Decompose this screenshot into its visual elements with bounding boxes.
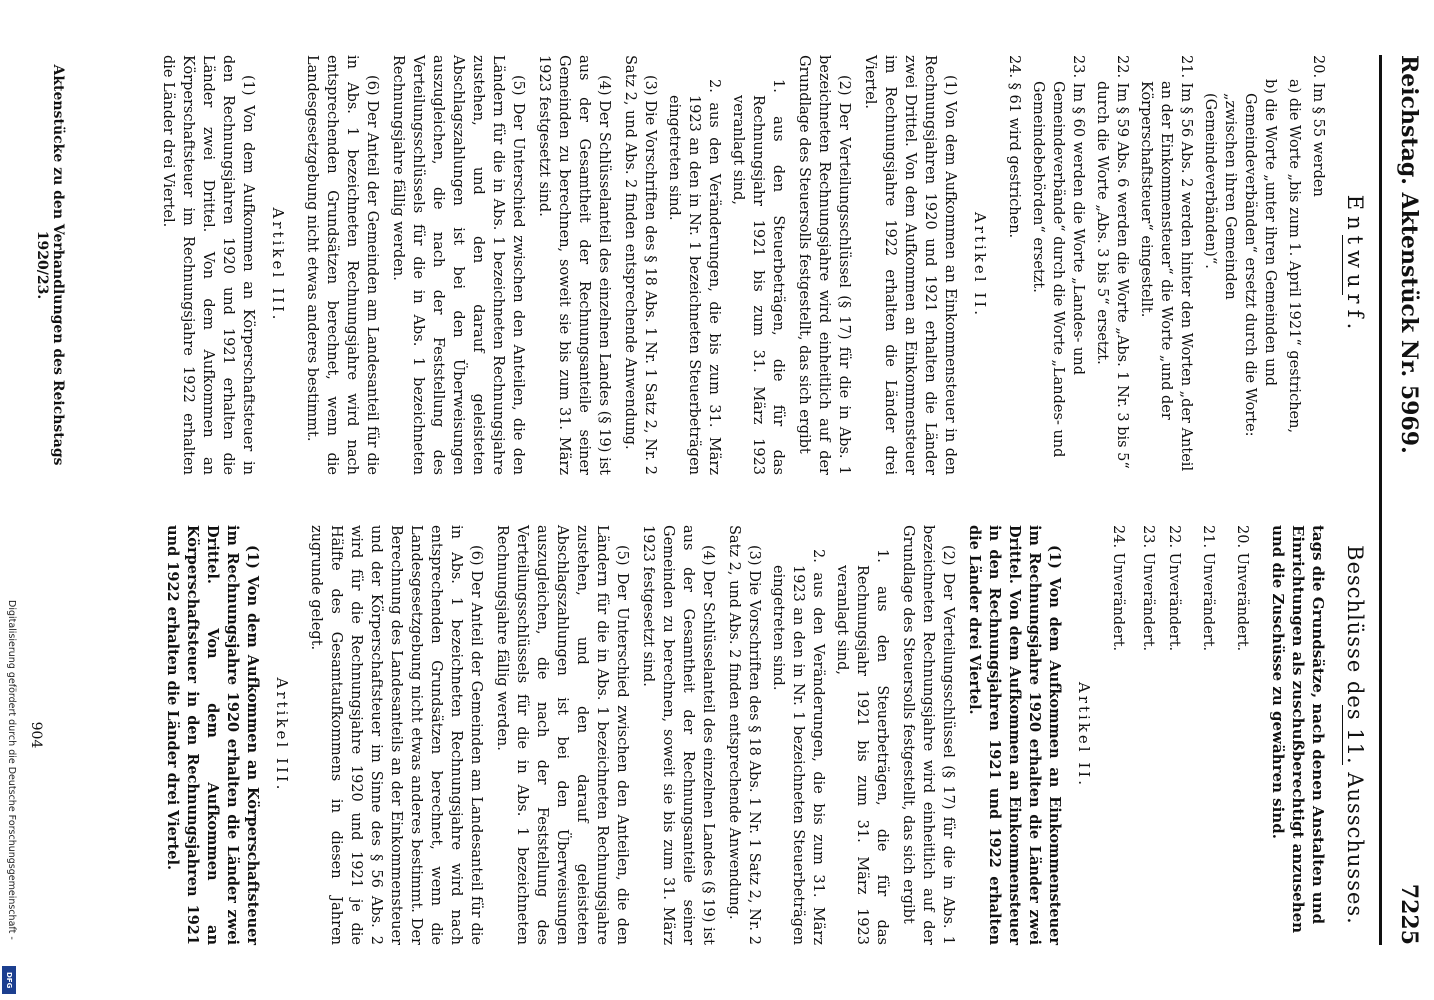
header-rule: [1379, 55, 1382, 945]
draft-article-3-heading: Artikel III.: [269, 207, 287, 323]
draft-footer-note: Aktenstücke zu den Verhandlungen des Reichstags 1920/23.: [34, 64, 66, 466]
resolutions-intro: tags die Grundsätze, nach denen Anstalten und Einrichtungen als zuschußberechtigt anzusehen und die Zuschüsse zu gewähren sind.: [1269, 525, 1327, 934]
resolutions-article-3-heading: Artikel III.: [273, 677, 291, 793]
draft-article-2-para-5: (5) Der Unterschied zwischen den Anteilen, die den Ländern für die in Abs. 1 bezeichneten Rechnungsjahre zustehen, und den darauf geleisteten Abschlagszahlungen ist bei den Überweisungen auszugleichen, die nach der Feststellung des Verteilungsschlüssels für die in Abs. 1 bezeichneten Rechnungsjahre fällig werden.: [390, 55, 526, 475]
draft-item-20b: b) die Worte „unter ihren Gemeinden und Gemeindeverbänden“ ersetzt durch die Worte: „zwischen ihren Gemeinden (Gemeindeverbänden)“.: [1202, 79, 1278, 437]
draft-article-2-para-4: (4) Der Schlüsselanteil des einzelnen Landes (§ 19) ist aus der Gesamtheit der Rechnungsanteile seiner Gemeinden zu berechnen, soweit sie bis zum 31. März 1923 festgesetzt sind.: [536, 55, 612, 475]
draft-item-20a: a) die Worte „bis zum 1. April 1921“ gestrichen,: [1286, 79, 1302, 434]
resolutions-article-3-para-1: (1) Von dem Aufkommen an Körperschaftsteuer im Rechnungsjahre 1920 erhalten die Länder zwei Drittel. Von dem Aufkommen an Körperschaftsteuer in den Rechnungsjahren 1921 und 1922 erhalten die Länder drei Viertel.: [164, 525, 261, 945]
draft-article-2-list-2: 2. aus den Veränderungen, die bis zum 31. März 1923 an den in Nr. 1 bezeichneten Steuerbeträgen eingetreten sind.: [666, 79, 722, 475]
resolution-item-24: 24. Unverändert.: [1110, 525, 1126, 652]
resolutions-article-2-para-4: (4) Der Schlüsselanteil des einzelnen Landes (§ 19) ist aus der Gesamtheit der Rechnungsanteile seiner Gemeinden zu berechnen, soweit sie bis zum 31. März 1923 festgesetzt sind.: [640, 525, 716, 945]
header-title: Reichstag. Aktenstück Nr. 5969.: [1396, 55, 1422, 454]
resolution-item-21: 21. Unverändert.: [1200, 525, 1216, 652]
draft-item-21: 21. Im § 56 Abs. 2 werden hinter den Worten „der Anteil an der Einkommensteuer“ die Worte „und der Körperschaftsteuer“ eingestellt.: [1138, 55, 1194, 472]
resolutions-title: Beschlüsse des 11. Ausschusses.: [1343, 545, 1367, 925]
draft-column: [152, 55, 1369, 475]
draft-article-2-para-2: (2) Der Verteilungsschlüssel (§ 17) für die in Abs. 1 bezeichneten Rechnungsjahre wird einheitlich auf der Grundlage des Steuersolls festgestellt, das sich ergibt: [796, 55, 852, 475]
draft-article-2-para-3: (3) Die Vorschriften des § 18 Abs. 1 Nr. 1 Satz 2, Nr. 2 Satz 2, und Abs. 2 finden entsprechende Anwendung.: [622, 55, 658, 475]
resolutions-article-2-para-5: (5) Der Unterschied zwischen den Anteilen, die den Ländern für die in Abs. 1 bezeichneten Rechnungsjahre zustehen, und den darauf geleisteten Abschlagszahlungen ist bei den Überweisungen auszugleichen, die nach der Feststellung des Verteilungsschlüssels für die in Abs. 1 bezeichneten Rechnungsjahre fällig werden.: [494, 525, 630, 945]
draft-title: Entwurf.: [1343, 194, 1367, 336]
resolution-item-23: 23. Unverändert.: [1140, 525, 1156, 652]
draft-article-2-heading: Artikel II.: [971, 212, 989, 318]
draft-item-22: 22. Im § 59 Abs. 6 werden die Worte „Abs. 1 Nr. 3 bis 5“ durch die Worte „Abs. 3 bis 5“ ersetzt.: [1094, 55, 1130, 469]
draft-item-23: 23. Im § 60 werden die Worte „Landes- und Gemeindeverbände“ durch die Worte „Landes- und Gemeindebehörden“ ersetzt.: [1030, 55, 1086, 458]
resolutions-article-2-list-1: 1. aus den Steuerbeträgen, die für das Rechnungsjahr 1921 bis zum 31. März 1923 veranlagt sind,: [834, 549, 890, 945]
draft-item-24: 24. § 61 wird gestrichen.: [1006, 55, 1022, 239]
header-page-number: 7225: [1396, 883, 1422, 945]
resolution-item-20: 20. Unverändert.: [1234, 525, 1250, 652]
resolutions-article-2-list-2: 2. aus den Veränderungen, die bis zum 31. März 1923 an den in Nr. 1 bezeichneten Steuerbeträgen eingetreten sind.: [770, 549, 826, 945]
draft-article-2-para-6: (6) Der Anteil der Gemeinden am Landesanteil für die in Abs. 1 bezeichneten Rechnungsjahre wird nach entsprechenden Grundsätzen berechnet, wenn die Landesgesetzgebung nicht etwas anderes bestimmt.: [304, 55, 380, 475]
digitization-credit-text: Digitalisierung gefördert durch die Deutsche Forschungsgemeinschaft -: [6, 600, 17, 940]
draft-article-2-list-1: 1. aus den Steuerbeträgen, die für das Rechnungsjahr 1921 bis zum 31. März 1923 veranlagt sind,: [730, 79, 786, 475]
resolutions-article-2-para-2: (2) Der Verteilungsschlüssel (§ 17) für die in Abs. 1 bezeichneten Rechnungsjahre wird einheitlich auf der Grundlage des Steuersolls festgestellt, das sich ergibt: [900, 525, 956, 945]
resolutions-article-2-heading: Artikel II.: [1075, 682, 1093, 788]
draft-article-3-para-1: (1) Von dem Aufkommen an Körperschaftsteuer in den Rechnungsjahren 1920 und 1921 erhalten die Länder zwei Drittel. Von dem Aufkommen an Körperschaftsteuer im Rechnungsjahre 1922 erhalten die Länder drei Viertel.: [160, 55, 256, 475]
resolutions-article-2-para-1: (1) Von dem Aufkommen an Einkommensteuer im Rechnungsjahre 1920 erhalten die Länder zwei Drittel. Von dem Aufkommen an Einkommensteuer in den Rechnungsjahren 1921 und 1922 erhalten die Länder drei Viertel.: [966, 525, 1063, 945]
resolutions-column: [156, 525, 1369, 945]
resolutions-article-2-para-6: (6) Der Anteil der Gemeinden am Landesanteil für die in Abs. 1 bezeichneten Rechnungsjahre wird nach entsprechenden Grundsätzen berechnet, wenn die Landesgesetzgebung nicht etwas anderes bestimmt. Der Berechnung des Landesanteils an der Einkommensteuer und der Körperschaftsteuer im Sinne des § 56 Abs. 2 wird für die Rechnungsjahre 1920 und 1921 je die Hälfte des Gesamtaufkommens in diesen Jahren zugrunde gelegt.: [308, 525, 484, 945]
digitization-credit: [4, 600, 18, 995]
dfg-logo[interactable]: DFG: [2, 966, 16, 994]
page-header: [1382, 55, 1422, 945]
bottom-page-number: 904: [28, 721, 44, 749]
draft-article-2-para-1: (1) Von dem Aufkommen an Einkommensteuer in den Rechnungsjahren 1920 und 1921 erhalten die Länder zwei Drittel. Von dem Aufkommen an Einkommensteuer im Rechnungsjahre 1922 erhalten die Länder drei Viertel.: [862, 55, 958, 475]
resolutions-article-2-para-3: (3) Die Vorschriften des § 18 Abs. 1 Nr. 1 Satz 2, Nr. 2 Satz 2, und Abs. 2 finden entsprechende Anwendung.: [726, 525, 762, 945]
resolution-item-22: 22. Unverändert.: [1166, 525, 1182, 652]
draft-item-20: 20. Im § 55 werden: [1310, 55, 1326, 197]
